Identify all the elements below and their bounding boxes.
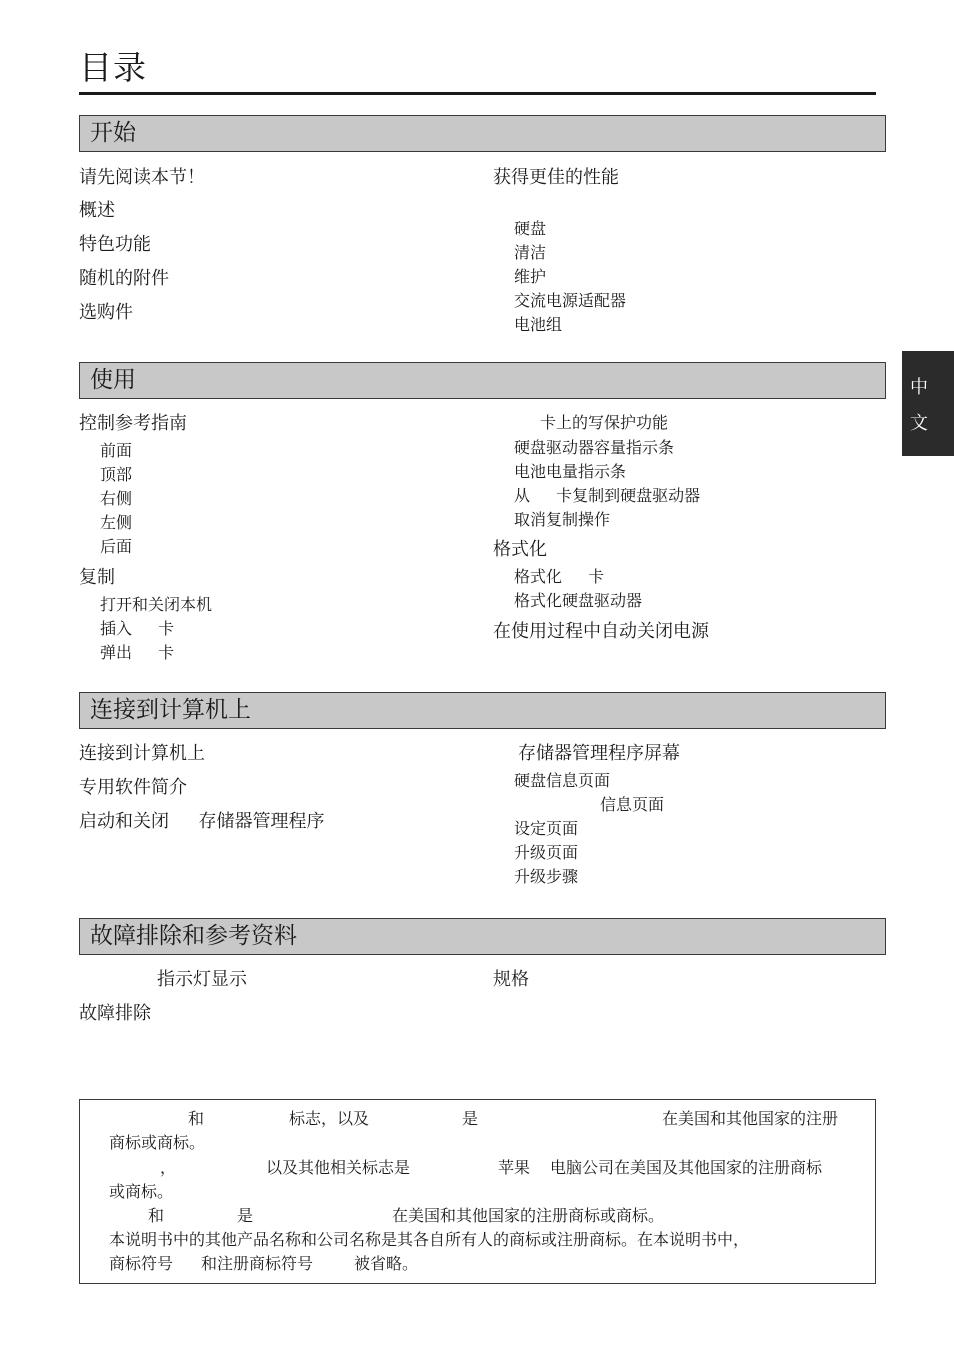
section-heading-use: 使用: [79, 362, 886, 399]
notice-text: 和: [148, 1206, 165, 1225]
notice-text: 在美国和其他国家的注册: [662, 1109, 839, 1128]
toc-subitem: 清洁: [514, 243, 547, 262]
language-tab-char-2: 文: [910, 413, 928, 434]
toc-subitem: 顶部: [100, 465, 133, 484]
notice-text: 苹果: [498, 1158, 531, 1177]
notice-text: 电脑公司在美国及其他国家的注册商标: [550, 1158, 823, 1177]
title-rule: [79, 92, 876, 95]
toc-item: 格式化: [493, 539, 547, 560]
toc-item: 控制参考指南: [79, 413, 187, 434]
language-tab-char-1: 中: [910, 377, 928, 398]
toc-subitem: 从 卡复制到硬盘驱动器: [514, 486, 701, 505]
toc-subitem: 电池电量指示条: [514, 462, 627, 481]
toc-item: 规格: [493, 969, 529, 990]
toc-subitem: 信息页面: [600, 795, 665, 814]
toc-item: 故障排除: [79, 1003, 151, 1024]
notice-text: 是: [462, 1109, 479, 1128]
notice-text: 标志，以及: [289, 1109, 370, 1128]
toc-subitem: 后面: [100, 537, 133, 556]
toc-item: 选购件: [79, 302, 133, 323]
notice-text: 是: [237, 1206, 254, 1225]
toc-subitem: 硬盘驱动器容量指示条: [514, 438, 675, 457]
toc-subitem: 取消复制操作: [514, 510, 611, 529]
notice-text: 商标符号: [109, 1254, 174, 1273]
toc-item: 复制: [79, 567, 115, 588]
section-heading-connect: 连接到计算机上: [79, 692, 886, 729]
toc-item: 存储器管理程序屏幕: [518, 743, 680, 764]
notice-text: 以及其他相关标志是: [266, 1158, 411, 1177]
toc-subitem: 格式化硬盘驱动器: [514, 591, 643, 610]
toc-subitem: 插入 卡: [100, 619, 175, 638]
toc-item: 在使用过程中自动关闭电源: [493, 621, 709, 642]
notice-text: 或商标。: [109, 1182, 174, 1201]
section-heading-troubleshooting: 故障排除和参考资料: [79, 918, 886, 955]
notice-text: 本说明书中的其他产品名称和公司名称是其各自所有人的商标或注册商标。在本说明书中，: [109, 1230, 750, 1249]
notice-text: 在美国和其他国家的注册商标或商标。: [392, 1206, 665, 1225]
toc-item: 指示灯显示: [157, 969, 247, 990]
notice-text: 商标或商标。: [109, 1133, 206, 1152]
toc-subitem: 左侧: [100, 513, 133, 532]
toc-item: 专用软件简介: [79, 777, 187, 798]
notice-text: 和注册商标符号: [201, 1254, 314, 1273]
toc-subitem: 硬盘信息页面: [514, 771, 611, 790]
toc-subitem: 前面: [100, 441, 133, 460]
trademark-notice: [79, 1099, 876, 1284]
toc-subitem: 设定页面: [514, 819, 579, 838]
toc-subitem: 升级页面: [514, 843, 579, 862]
notice-text: 和: [188, 1109, 205, 1128]
toc-item: 随机的附件: [79, 268, 169, 289]
toc-item: 获得更佳的性能: [493, 167, 619, 188]
page-title: 目录: [79, 48, 147, 87]
language-tab: [902, 351, 954, 456]
toc-subitem: 打开和关闭本机: [100, 595, 213, 614]
toc-item: 概述: [79, 200, 115, 221]
notice-text: ，: [160, 1158, 177, 1177]
toc-subitem: 升级步骤: [514, 867, 579, 886]
section-heading-start: 开始: [79, 115, 886, 152]
toc-subitem: 卡上的写保护功能: [540, 413, 669, 432]
toc-subitem: 右侧: [100, 489, 133, 508]
toc-subitem: 弹出 卡: [100, 643, 175, 662]
toc-item: 请先阅读本节！: [79, 167, 205, 188]
toc-subitem: 交流电源适配器: [514, 291, 627, 310]
notice-text: 被省略。: [354, 1254, 419, 1273]
toc-item: 连接到计算机上: [79, 743, 205, 764]
toc-item: 启动和关闭 存储器管理程序: [79, 811, 325, 832]
toc-subitem: 维护: [514, 267, 547, 286]
toc-subitem: 硬盘: [514, 219, 547, 238]
toc-subitem: 格式化 卡: [514, 567, 605, 586]
toc-subitem: 电池组: [514, 315, 563, 334]
toc-item: 特色功能: [79, 234, 151, 255]
